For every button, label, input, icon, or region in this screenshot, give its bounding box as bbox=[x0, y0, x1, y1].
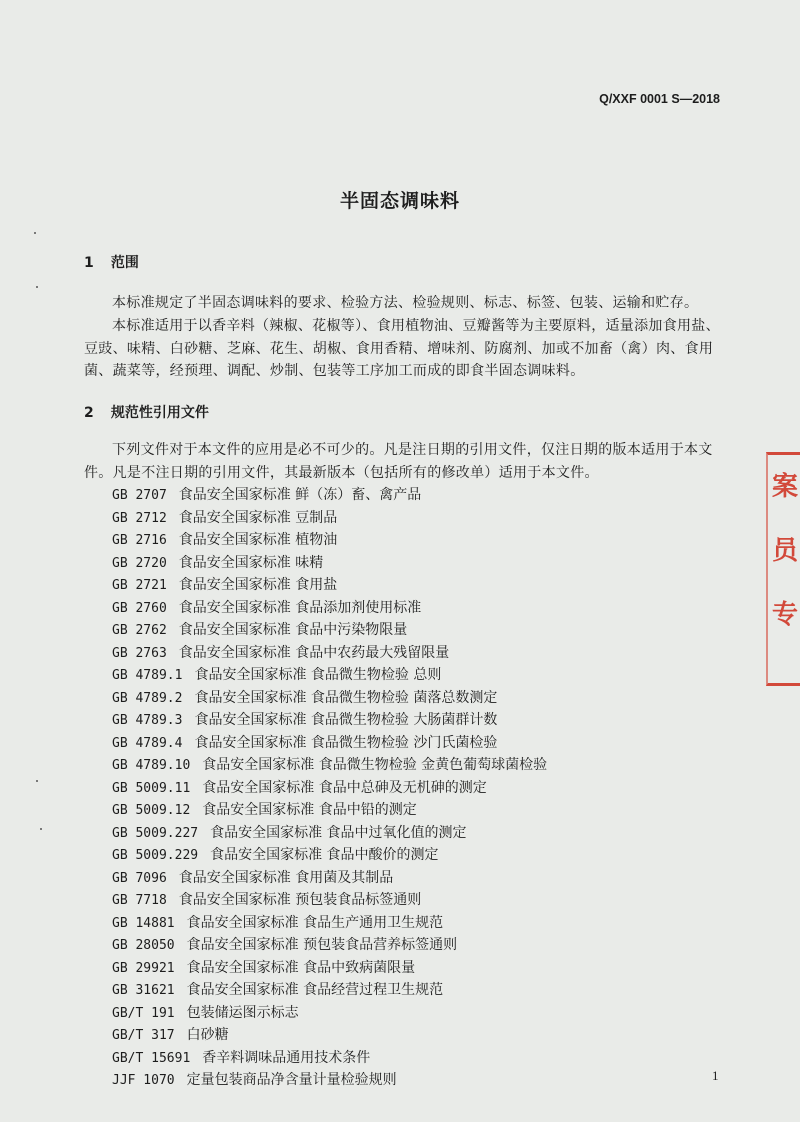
reference-item bbox=[112, 732, 547, 755]
reference-item bbox=[112, 844, 547, 867]
reference-code: GB 4789.4 bbox=[112, 735, 183, 751]
reference-item bbox=[112, 664, 547, 687]
reference-title: 食品安全国家标准 食品微生物检验 金黄色葡萄球菌检验 bbox=[202, 757, 548, 773]
reference-title: 食品安全国家标准 食品微生物检验 菌落总数测定 bbox=[194, 689, 498, 706]
reference-item bbox=[112, 934, 547, 957]
reference-code: GB 5009.11 bbox=[112, 780, 191, 796]
reference-code: GB 2721 bbox=[112, 578, 167, 593]
reference-item bbox=[112, 574, 547, 597]
reference-title: 食品安全国家标准 食品微生物检验 大肠菌群计数 bbox=[194, 712, 498, 728]
seal-char: 案 bbox=[772, 472, 799, 502]
scope-paragraph-2: 本标准适用于以香辛料（辣椒、花椒等）、食用植物油、豆瓣酱等为主要原料，适量添加食用盐、豆豉、味精、白砂糖、芝麻、花生、胡椒、食用香精、增味剂、防腐剂、加或不加畜（禽）肉、食用菌、蔬菜等，经预理、调配、炒制、包装等工序加工而成的即食半固态调味料。 bbox=[84, 318, 720, 379]
reference-item bbox=[112, 799, 547, 822]
section-heading-scope bbox=[84, 252, 139, 272]
reference-code: GB 7096 bbox=[112, 870, 167, 886]
reference-item bbox=[112, 822, 547, 845]
reference-code: GB 2712 bbox=[112, 510, 167, 526]
reference-item bbox=[112, 709, 547, 732]
reference-item bbox=[112, 1069, 547, 1092]
reference-item bbox=[112, 507, 547, 530]
reference-code: GB 2760 bbox=[112, 600, 167, 616]
reference-code: GB 5009.227 bbox=[112, 825, 199, 841]
references-intro-paragraph: 下列文件对于本文件的应用是必不可少的。凡是注日期的引用文件，仅注日期的版本适用于本文件。凡是不注日期的引用文件，其最新版本（包括所有的修改单）适用于本文件。 bbox=[84, 442, 713, 481]
reference-item bbox=[112, 597, 547, 620]
reference-item bbox=[112, 529, 547, 552]
reference-list bbox=[112, 484, 547, 1092]
reference-title: 定量包装商品净含量计量检验规则 bbox=[186, 1072, 397, 1088]
document-title: 半固态调味料 bbox=[339, 190, 460, 212]
reference-title: 食品安全国家标准 食品经营过程卫生规范 bbox=[186, 982, 444, 998]
reference-title: 食品安全国家标准 食用菌及其制品 bbox=[178, 869, 394, 886]
reference-title: 食品安全国家标准 预包装食品营养标签通则 bbox=[186, 937, 458, 953]
reference-item bbox=[112, 1047, 547, 1070]
reference-title: 食品安全国家标准 预包装食品标签通则 bbox=[178, 892, 422, 908]
reference-item bbox=[112, 754, 547, 777]
reference-title: 食品安全国家标准 鲜（冻）畜、禽产品 bbox=[178, 487, 422, 503]
section-heading-normative-references bbox=[84, 402, 209, 422]
reference-code: JJF 1070 bbox=[112, 1073, 175, 1088]
reference-code: GB 28050 bbox=[112, 938, 175, 953]
reference-title: 食品安全国家标准 植物油 bbox=[178, 532, 338, 548]
reference-title: 食品安全国家标准 食品中铅的测定 bbox=[202, 802, 417, 818]
reference-title: 食品安全国家标准 食用盐 bbox=[178, 577, 338, 593]
reference-title: 白砂糖 bbox=[186, 1027, 229, 1043]
reference-title: 食品安全国家标准 味精 bbox=[178, 554, 324, 571]
reference-item bbox=[112, 619, 547, 642]
reference-item bbox=[112, 957, 547, 980]
document-code: Q/XXF 0001 S—2018 bbox=[599, 92, 720, 106]
reference-code: GB 4789.2 bbox=[112, 690, 183, 706]
reference-code: GB 4789.3 bbox=[112, 713, 183, 728]
section-number: 2 bbox=[84, 405, 94, 421]
section-number: 1 bbox=[84, 255, 94, 271]
reference-title: 食品安全国家标准 食品中农药最大残留限量 bbox=[178, 644, 450, 661]
reference-title: 食品安全国家标准 食品添加剂使用标准 bbox=[178, 599, 422, 616]
reference-code: GB/T 317 bbox=[112, 1028, 175, 1043]
reference-code: GB/T 15691 bbox=[112, 1050, 191, 1066]
reference-code: GB 2720 bbox=[112, 555, 167, 571]
reference-item bbox=[112, 912, 547, 935]
section-title: 规范性引用文件 bbox=[110, 405, 209, 421]
seal-char: 员 bbox=[772, 536, 799, 566]
scope-paragraph-1: 本标准规定了半固态调味料的要求、检验方法、检验规则、标志、标签、包装、运输和贮存。 bbox=[112, 295, 699, 311]
section-title: 范围 bbox=[110, 255, 139, 271]
reference-item bbox=[112, 484, 547, 507]
reference-code: GB 5009.229 bbox=[112, 848, 199, 863]
reference-code: GB 2707 bbox=[112, 488, 167, 503]
red-seal-stamp bbox=[766, 452, 800, 686]
seal-char: 专 bbox=[772, 600, 799, 630]
reference-title: 香辛料调味品通用技术条件 bbox=[202, 1049, 371, 1066]
reference-item bbox=[112, 889, 547, 912]
reference-item bbox=[112, 777, 547, 800]
reference-item bbox=[112, 687, 547, 710]
reference-code: GB 14881 bbox=[112, 915, 175, 931]
reference-title: 食品安全国家标准 豆制品 bbox=[178, 509, 338, 526]
scan-speck bbox=[36, 780, 38, 782]
reference-item bbox=[112, 867, 547, 890]
reference-title: 食品安全国家标准 食品中总砷及无机砷的测定 bbox=[202, 779, 487, 796]
page-number: 1 bbox=[712, 1068, 719, 1083]
reference-code: GB/T 191 bbox=[112, 1005, 175, 1021]
reference-code: GB 5009.12 bbox=[112, 803, 191, 818]
reference-item bbox=[112, 1024, 547, 1047]
reference-title: 食品安全国家标准 食品微生物检验 总则 bbox=[194, 667, 442, 683]
scan-speck bbox=[36, 286, 38, 288]
reference-code: GB 2716 bbox=[112, 533, 167, 548]
reference-title: 食品安全国家标准 食品中致病菌限量 bbox=[186, 959, 416, 976]
scan-speck bbox=[34, 232, 36, 234]
reference-title: 包装储运图示标志 bbox=[186, 1004, 299, 1021]
reference-code: GB 7718 bbox=[112, 893, 167, 908]
reference-code: GB 2762 bbox=[112, 623, 167, 638]
reference-code: GB 4789.1 bbox=[112, 668, 183, 683]
reference-title: 食品安全国家标准 食品中酸价的测定 bbox=[210, 847, 439, 863]
reference-code: GB 29921 bbox=[112, 960, 175, 976]
scan-speck bbox=[40, 828, 42, 830]
reference-title: 食品安全国家标准 食品微生物检验 沙门氏菌检验 bbox=[194, 734, 498, 751]
reference-title: 食品安全国家标准 食品生产通用卫生规范 bbox=[186, 914, 444, 931]
reference-title: 食品安全国家标准 食品中过氧化值的测定 bbox=[210, 824, 467, 841]
reference-code: GB 2763 bbox=[112, 645, 167, 661]
reference-item bbox=[112, 642, 547, 665]
reference-code: GB 4789.10 bbox=[112, 758, 191, 773]
reference-item bbox=[112, 979, 547, 1002]
reference-item bbox=[112, 552, 547, 575]
reference-title: 食品安全国家标准 食品中污染物限量 bbox=[178, 622, 408, 638]
reference-code: GB 31621 bbox=[112, 983, 175, 998]
reference-item bbox=[112, 1002, 547, 1025]
